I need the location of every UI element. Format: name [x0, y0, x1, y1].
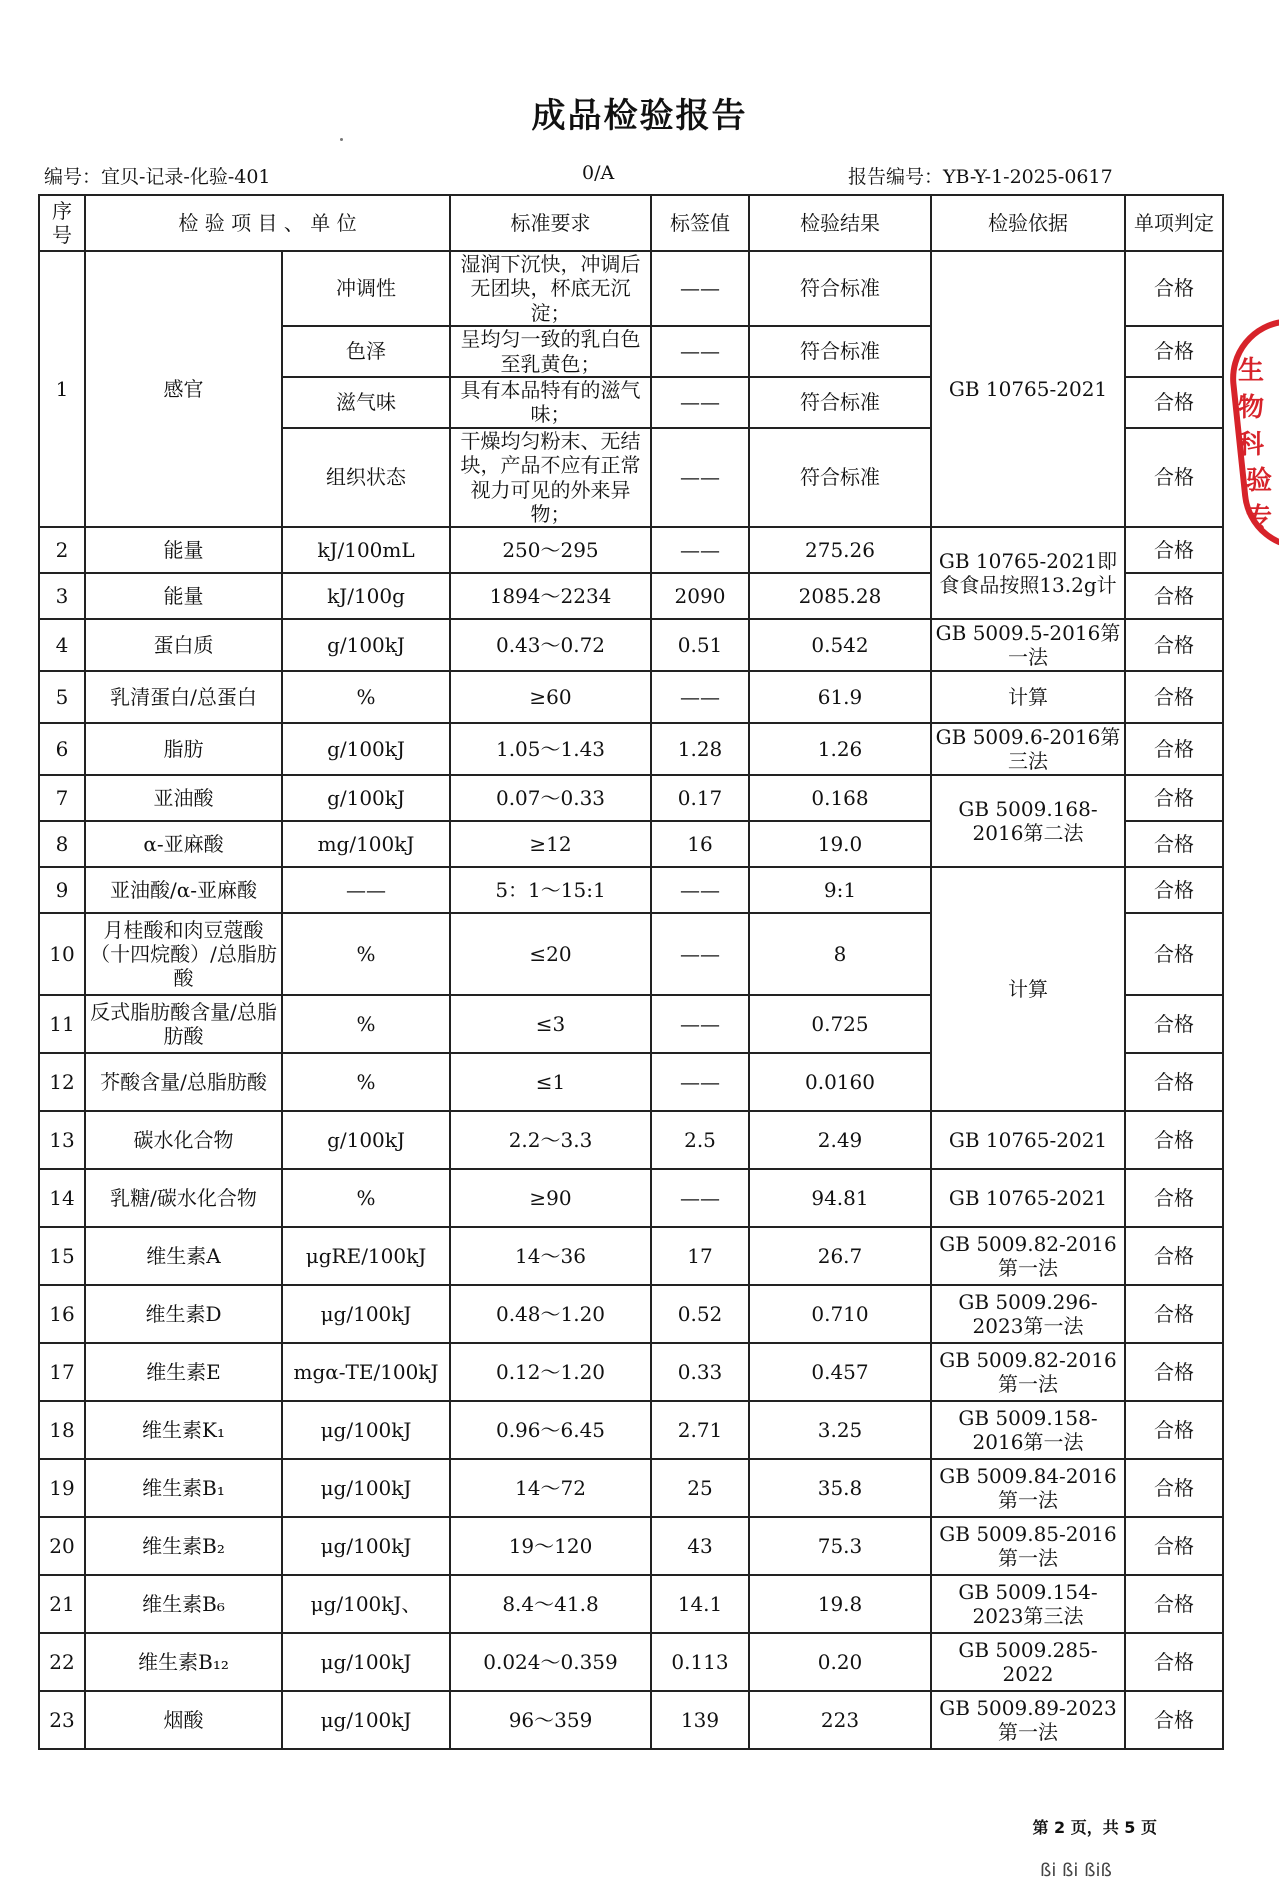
page-footer: 第 2 页，共 5 页	[1032, 1818, 1157, 1837]
row-basis: GB 5009.84-2016第一法	[931, 1459, 1125, 1517]
row-requirement: 250～295	[450, 527, 651, 573]
row-verdict: 合格	[1125, 1459, 1223, 1517]
row-item: 维生素K₁	[85, 1401, 282, 1459]
row-verdict: 合格	[1125, 671, 1223, 723]
table-row	[39, 1227, 1223, 1285]
row-item: 乳清蛋白/总蛋白	[85, 671, 282, 723]
row-no: 20	[39, 1517, 85, 1575]
row-basis: 计算	[931, 867, 1125, 1111]
row-no: 11	[39, 995, 85, 1053]
row-basis: GB 5009.89-2023第一法	[931, 1691, 1125, 1749]
row-verdict: 合格	[1125, 619, 1223, 671]
table-row	[39, 1111, 1223, 1169]
table-row	[39, 1691, 1223, 1749]
row-item: 能量	[85, 527, 282, 573]
row-no: 13	[39, 1111, 85, 1169]
sensory-sub: 冲调性	[282, 251, 450, 326]
row-verdict: 合格	[1125, 995, 1223, 1053]
row-requirement: 14～72	[450, 1459, 651, 1517]
row-label-value: 0.17	[651, 775, 749, 821]
row-item: 蛋白质	[85, 619, 282, 671]
row-result: 9:1	[749, 867, 931, 913]
table-row	[39, 1401, 1223, 1459]
row-requirement: ≥12	[450, 821, 651, 867]
row-result: 符合标准	[749, 428, 931, 528]
row-item: 维生素B₆	[85, 1575, 282, 1633]
row-verdict: 合格	[1125, 428, 1223, 528]
row-item: 亚油酸	[85, 775, 282, 821]
row-label-value: 139	[651, 1691, 749, 1749]
row-verdict: 合格	[1125, 821, 1223, 867]
row-item: 维生素B₂	[85, 1517, 282, 1575]
row-no: 22	[39, 1633, 85, 1691]
row-unit: g/100kJ	[282, 775, 450, 821]
row-label-value: 2.5	[651, 1111, 749, 1169]
row-basis: GB 5009.168-2016第二法	[931, 775, 1125, 867]
row-label-value: ——	[651, 428, 749, 528]
row-unit: kJ/100mL	[282, 527, 450, 573]
row-result: 61.9	[749, 671, 931, 723]
row-unit: %	[282, 913, 450, 995]
row-label-value: 0.33	[651, 1343, 749, 1401]
row-unit: μg/100kJ	[282, 1285, 450, 1343]
row-requirement: 0.07～0.33	[450, 775, 651, 821]
row-item: 维生素B₁₂	[85, 1633, 282, 1691]
row-result: 0.457	[749, 1343, 931, 1401]
row-no: 23	[39, 1691, 85, 1749]
row-result: 0.725	[749, 995, 931, 1053]
row-no: 17	[39, 1343, 85, 1401]
row-verdict: 合格	[1125, 775, 1223, 821]
row-no: 7	[39, 775, 85, 821]
row-basis: GB 10765-2021	[931, 1169, 1125, 1227]
row-label-value: ——	[651, 1169, 749, 1227]
row-verdict: 合格	[1125, 326, 1223, 377]
row-basis: GB 5009.82-2016第一法	[931, 1343, 1125, 1401]
row-label-value: 2090	[651, 573, 749, 619]
row-unit: μg/100kJ	[282, 1459, 450, 1517]
row-label-value: ——	[651, 377, 749, 428]
row-requirement: ≤1	[450, 1053, 651, 1111]
row-unit: %	[282, 995, 450, 1053]
report-title: 成品检验报告	[531, 96, 748, 136]
row-unit: %	[282, 671, 450, 723]
row-label-value: 0.113	[651, 1633, 749, 1691]
row-result: 1.26	[749, 723, 931, 775]
row-verdict: 合格	[1125, 723, 1223, 775]
row-unit: μg/100kJ、	[282, 1575, 450, 1633]
row-label-value: ——	[651, 913, 749, 995]
row-result: 275.26	[749, 527, 931, 573]
row-verdict: 合格	[1125, 377, 1223, 428]
row-result: 2.49	[749, 1111, 931, 1169]
row-item: 芥酸含量/总脂肪酸	[85, 1053, 282, 1111]
row-basis: GB 5009.285-2022	[931, 1633, 1125, 1691]
row-verdict: 合格	[1125, 251, 1223, 326]
row-no: 14	[39, 1169, 85, 1227]
row-result: 8	[749, 913, 931, 995]
row-label-value: ——	[651, 527, 749, 573]
table-row	[39, 775, 1223, 821]
sensory-sub: 滋气味	[282, 377, 450, 428]
row-no: 2	[39, 527, 85, 573]
row-requirement: 0.48～1.20	[450, 1285, 651, 1343]
row-requirement: 8.4～41.8	[450, 1575, 651, 1633]
row-unit: μgRE/100kJ	[282, 1227, 450, 1285]
row-label-value: ——	[651, 251, 749, 326]
row-requirement: 19～120	[450, 1517, 651, 1575]
dot-mark	[340, 138, 343, 141]
row-item: 亚油酸/α-亚麻酸	[85, 867, 282, 913]
row-verdict: 合格	[1125, 913, 1223, 995]
row-label-value: ——	[651, 671, 749, 723]
row-label-value: 14.1	[651, 1575, 749, 1633]
row-result: 0.710	[749, 1285, 931, 1343]
row-no: 12	[39, 1053, 85, 1111]
row-basis: GB 5009.85-2016第一法	[931, 1517, 1125, 1575]
row-result: 35.8	[749, 1459, 931, 1517]
table-row	[39, 1343, 1223, 1401]
row-unit: ——	[282, 867, 450, 913]
row-no: 18	[39, 1401, 85, 1459]
row-unit: g/100kJ	[282, 723, 450, 775]
row-basis: GB 5009.5-2016第一法	[931, 619, 1125, 671]
table-row	[39, 1517, 1223, 1575]
row-no: 10	[39, 913, 85, 995]
row-requirement: 2.2～3.3	[450, 1111, 651, 1169]
row-result: 符合标准	[749, 326, 931, 377]
row-result: 符合标准	[749, 377, 931, 428]
report-number: 报告编号：YB-Y-1-2025-0617	[848, 166, 1113, 188]
header-label-value: 标签值	[651, 195, 749, 251]
row-result: 75.3	[749, 1517, 931, 1575]
row-no: 19	[39, 1459, 85, 1517]
row-basis: GB 5009.82-2016第一法	[931, 1227, 1125, 1285]
row-basis: GB 5009.296-2023第一法	[931, 1285, 1125, 1343]
table-row	[39, 251, 1223, 326]
document-code: 编号：宜贝-记录-化验-401	[44, 166, 271, 188]
row-no: 15	[39, 1227, 85, 1285]
row-item: 感官	[85, 251, 282, 527]
row-item: 脂肪	[85, 723, 282, 775]
header-requirement: 标准要求	[450, 195, 651, 251]
header-result: 检验结果	[749, 195, 931, 251]
row-requirement: 0.12～1.20	[450, 1343, 651, 1401]
row-result: 3.25	[749, 1401, 931, 1459]
row-label-value: 1.28	[651, 723, 749, 775]
header-no: 序号	[39, 195, 85, 251]
row-basis: GB 10765-2021即食食品按照13.2g计	[931, 527, 1125, 619]
row-item: 维生素D	[85, 1285, 282, 1343]
table-row	[39, 1169, 1223, 1227]
header-item: 检 验 项 目 、 单 位	[85, 195, 450, 251]
row-item: 月桂酸和肉豆蔻酸（十四烷酸）/总脂肪酸	[85, 913, 282, 995]
row-no: 1	[39, 251, 85, 527]
row-requirement: 0.43～0.72	[450, 619, 651, 671]
row-label-value: 0.51	[651, 619, 749, 671]
sensory-sub: 组织状态	[282, 428, 450, 528]
row-unit: kJ/100g	[282, 573, 450, 619]
row-result: 94.81	[749, 1169, 931, 1227]
row-label-value: 0.52	[651, 1285, 749, 1343]
row-requirement: ≤20	[450, 913, 651, 995]
row-verdict: 合格	[1125, 1691, 1223, 1749]
row-no: 6	[39, 723, 85, 775]
row-unit: g/100kJ	[282, 1111, 450, 1169]
row-label-value: ——	[651, 326, 749, 377]
row-unit: %	[282, 1053, 450, 1111]
row-verdict: 合格	[1125, 1401, 1223, 1459]
row-item: 乳糖/碳水化合物	[85, 1169, 282, 1227]
row-label-value: 17	[651, 1227, 749, 1285]
row-verdict: 合格	[1125, 1517, 1223, 1575]
table-row	[39, 671, 1223, 723]
row-requirement: 0.024～0.359	[450, 1633, 651, 1691]
row-unit: μg/100kJ	[282, 1633, 450, 1691]
header-verdict: 单项判定	[1125, 195, 1223, 251]
row-verdict: 合格	[1125, 1633, 1223, 1691]
row-requirement: 具有本品特有的滋气味；	[450, 377, 651, 428]
row-no: 21	[39, 1575, 85, 1633]
row-item: 反式脂肪酸含量/总脂肪酸	[85, 995, 282, 1053]
table-row	[39, 527, 1223, 573]
row-verdict: 合格	[1125, 867, 1223, 913]
stamp-text-bottom: 验专	[1246, 466, 1273, 533]
row-requirement: 干燥均匀粉末、无结块，产品不应有正常视力可见的外来异物；	[450, 428, 651, 528]
row-verdict: 合格	[1125, 1575, 1223, 1633]
document-revision: 0/A	[582, 162, 615, 184]
row-unit: μg/100kJ	[282, 1691, 450, 1749]
row-basis: GB 10765-2021	[931, 1111, 1125, 1169]
row-item: 碳水化合物	[85, 1111, 282, 1169]
row-label-value: ——	[651, 995, 749, 1053]
row-result: 2085.28	[749, 573, 931, 619]
row-verdict: 合格	[1125, 1227, 1223, 1285]
row-basis: GB 10765-2021	[931, 251, 1125, 527]
row-requirement: ≥60	[450, 671, 651, 723]
row-result: 0.168	[749, 775, 931, 821]
row-item: 维生素A	[85, 1227, 282, 1285]
row-unit: %	[282, 1169, 450, 1227]
row-basis: 计算	[931, 671, 1125, 723]
row-requirement: ≤3	[450, 995, 651, 1053]
row-result: 0.0160	[749, 1053, 931, 1111]
row-unit: g/100kJ	[282, 619, 450, 671]
header-basis: 检验依据	[931, 195, 1125, 251]
table-row	[39, 619, 1223, 671]
row-item: α-亚麻酸	[85, 821, 282, 867]
row-requirement: 湿润下沉快，冲调后无团块，杯底无沉淀；	[450, 251, 651, 326]
row-result: 0.20	[749, 1633, 931, 1691]
table-row	[39, 867, 1223, 913]
row-no: 9	[39, 867, 85, 913]
row-verdict: 合格	[1125, 573, 1223, 619]
table-row	[39, 1575, 1223, 1633]
row-unit: μg/100kJ	[282, 1517, 450, 1575]
row-label-value: 16	[651, 821, 749, 867]
row-no: 5	[39, 671, 85, 723]
row-item: 维生素B₁	[85, 1459, 282, 1517]
stamp-text-top: 生物科	[1238, 356, 1265, 460]
row-requirement: 1894～2234	[450, 573, 651, 619]
row-label-value: ——	[651, 867, 749, 913]
row-verdict: 合格	[1125, 1053, 1223, 1111]
row-result: 0.542	[749, 619, 931, 671]
row-label-value: 2.71	[651, 1401, 749, 1459]
row-no: 4	[39, 619, 85, 671]
table-row	[39, 723, 1223, 775]
table-row	[39, 1459, 1223, 1517]
row-unit: mg/100kJ	[282, 821, 450, 867]
row-verdict: 合格	[1125, 1169, 1223, 1227]
row-basis: GB 5009.158-2016第一法	[931, 1401, 1125, 1459]
row-label-value: 25	[651, 1459, 749, 1517]
row-unit: μg/100kJ	[282, 1401, 450, 1459]
row-requirement: 14～36	[450, 1227, 651, 1285]
row-verdict: 合格	[1125, 1285, 1223, 1343]
row-requirement: 0.96～6.45	[450, 1401, 651, 1459]
row-result: 19.8	[749, 1575, 931, 1633]
row-item: 烟酸	[85, 1691, 282, 1749]
row-result: 223	[749, 1691, 931, 1749]
row-no: 16	[39, 1285, 85, 1343]
row-verdict: 合格	[1125, 1111, 1223, 1169]
table-row	[39, 1285, 1223, 1343]
row-item: 维生素E	[85, 1343, 282, 1401]
row-no: 8	[39, 821, 85, 867]
handwritten-mark: ßi ßi ßiß	[1040, 1860, 1112, 1881]
inspection-table	[38, 194, 1224, 1750]
sensory-sub: 色泽	[282, 326, 450, 377]
row-item: 能量	[85, 573, 282, 619]
row-label-value: ——	[651, 1053, 749, 1111]
row-label-value: 43	[651, 1517, 749, 1575]
row-result: 19.0	[749, 821, 931, 867]
row-requirement: 呈均匀一致的乳白色至乳黄色；	[450, 326, 651, 377]
row-requirement: 96～359	[450, 1691, 651, 1749]
row-requirement: ≥90	[450, 1169, 651, 1227]
row-result: 符合标准	[749, 251, 931, 326]
row-result: 26.7	[749, 1227, 931, 1285]
row-requirement: 1.05～1.43	[450, 723, 651, 775]
row-unit: mgα-TE/100kJ	[282, 1343, 450, 1401]
table-header-row	[39, 195, 1223, 251]
row-no: 3	[39, 573, 85, 619]
row-basis: GB 5009.154-2023第三法	[931, 1575, 1125, 1633]
row-verdict: 合格	[1125, 1343, 1223, 1401]
row-basis: GB 5009.6-2016第三法	[931, 723, 1125, 775]
row-requirement: 5：1～15:1	[450, 867, 651, 913]
row-verdict: 合格	[1125, 527, 1223, 573]
table-row	[39, 1633, 1223, 1691]
